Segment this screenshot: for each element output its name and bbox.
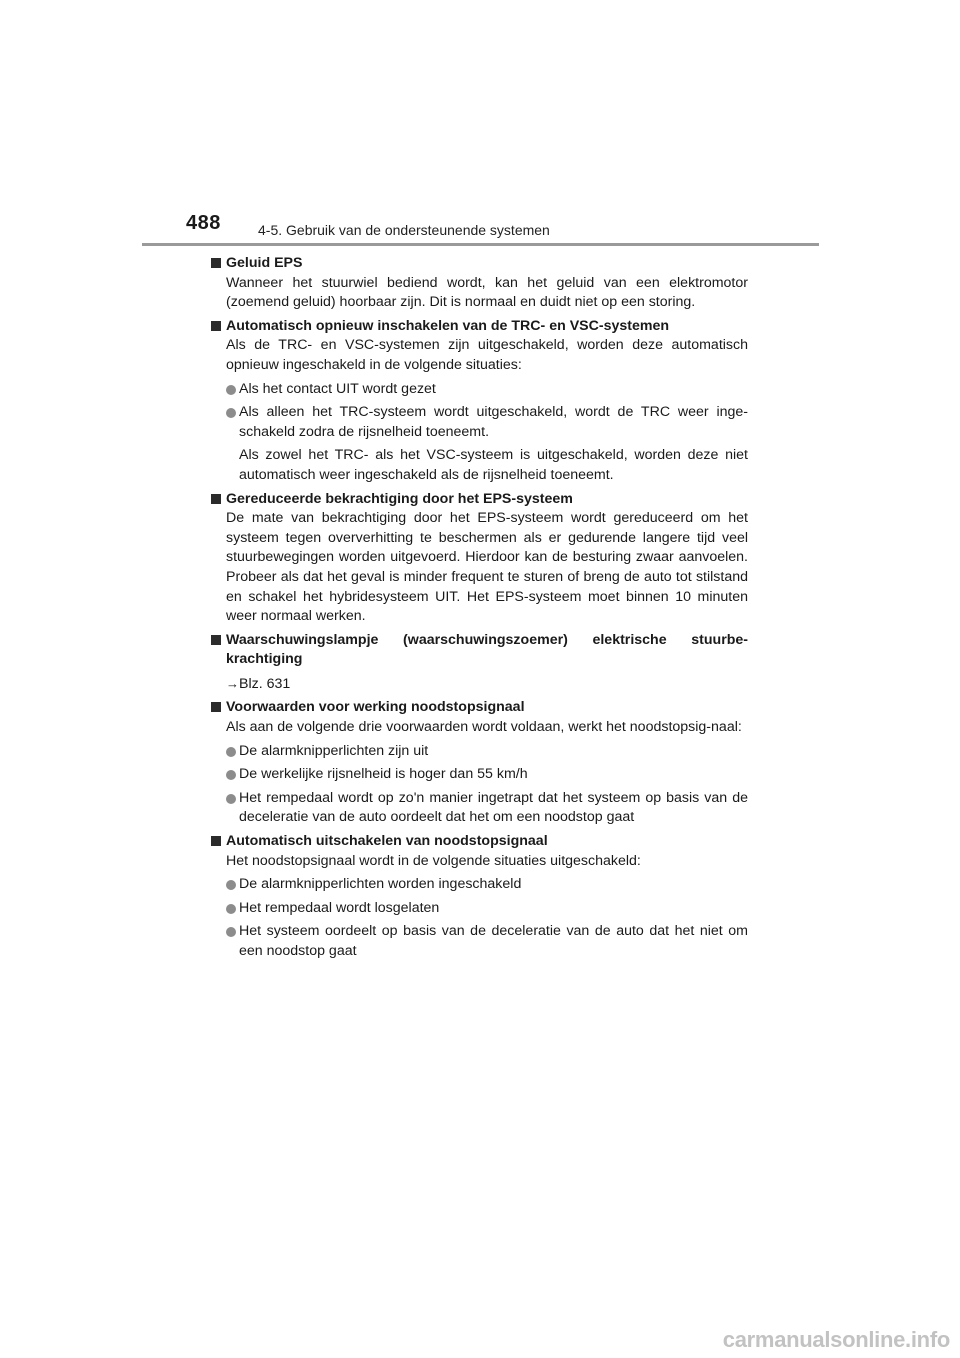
square-bullet-icon bbox=[211, 258, 221, 268]
list-item bbox=[210, 742, 748, 762]
list-item bbox=[210, 789, 748, 828]
section-heading-row bbox=[210, 832, 748, 852]
round-bullet-icon bbox=[226, 880, 236, 890]
list-item bbox=[210, 380, 748, 400]
round-bullet-icon bbox=[226, 794, 236, 804]
section-paragraph: Het noodstopsignaal wordt in de volgende situaties uitgeschakeld: bbox=[226, 852, 641, 869]
section-title: Automatisch opnieuw inschakelen van de TRC- en VSC-systemen bbox=[226, 317, 670, 334]
section-title: Gereduceerde bekrachtiging door het EPS-systeem bbox=[226, 490, 573, 507]
section-emergency-stop-conditions bbox=[210, 698, 748, 828]
page-content bbox=[210, 254, 748, 966]
page-reference-text[interactable]: Blz. 631 bbox=[239, 675, 291, 692]
square-bullet-icon bbox=[211, 494, 221, 504]
section-geluid-eps bbox=[210, 254, 748, 313]
section-reduced-eps-assist bbox=[210, 490, 748, 627]
section-title: Geluid EPS bbox=[226, 255, 303, 271]
section-title: Automatisch uitschakelen van noodstopsignaal bbox=[226, 833, 548, 850]
round-bullet-icon bbox=[226, 927, 236, 937]
round-bullet-icon bbox=[226, 385, 236, 395]
arrow-right-icon: → bbox=[226, 675, 239, 691]
square-bullet-icon bbox=[211, 836, 221, 846]
section-trc-vsc-reactivation bbox=[210, 317, 748, 486]
round-bullet-icon bbox=[226, 904, 236, 914]
section-heading-row bbox=[210, 317, 748, 337]
section-emergency-stop-deactivation bbox=[210, 832, 748, 962]
list-item-text: Als alleen het TRC-systeem wordt uitgeschakeld, wordt de TRC weer inge-schakeld zodra de rijsnelheid toeneemt. bbox=[239, 404, 748, 440]
section-heading-row bbox=[210, 698, 748, 718]
section-heading-row bbox=[210, 490, 748, 510]
site-watermark: carmanualsonline.info bbox=[722, 1327, 950, 1352]
section-paragraph: Als de TRC- en VSC-systemen zijn uitgeschakeld, worden deze automatisch opnieuw ingeschakeld in de volgende situaties: bbox=[226, 337, 748, 373]
list-item bbox=[210, 875, 748, 895]
chapter-title: 4-5. Gebruik van de ondersteunende systemen bbox=[258, 222, 550, 238]
list-item-text: De alarmknipperlichten zijn uit bbox=[239, 742, 429, 759]
round-bullet-icon bbox=[226, 408, 236, 418]
list-item-text: De alarmknipperlichten worden ingeschakeld bbox=[239, 876, 522, 893]
round-bullet-icon bbox=[226, 770, 236, 780]
list-item bbox=[210, 765, 748, 785]
list-item bbox=[210, 922, 748, 961]
section-paragraph: De mate van bekrachtiging door het EPS-systeem wordt gereduceerd om het systeem tegen oververhitting te beschermen als er gedurende langere tijd veel stuurbewegingen worden uitgevoerd. Hierdoor kan de besturing zwaar aanvoelen. Probeer als dat het geval is minder frequent te sturen of breng de auto tot stilstand en schakel het hybridesysteem UIT. Het EPS-systeem moet binnen 10 minuten weer normaal werken. bbox=[226, 510, 748, 625]
section-eps-warning-light bbox=[210, 631, 748, 695]
list-item-text: Het systeem oordeelt op basis van de deceleratie van de auto dat het niet om een noodstop gaat bbox=[239, 923, 748, 959]
section-heading-row bbox=[210, 631, 748, 670]
section-title: Waarschuwingslampje (waarschuwingszoemer) elektrische stuurbe-krachtiging bbox=[226, 631, 748, 668]
section-paragraph: Als aan de volgende drie voorwaarden wordt voldaan, werkt het noodstopsig-naal: bbox=[226, 719, 742, 736]
list-item-text: De werkelijke rijsnelheid is hoger dan 55 km/h bbox=[239, 766, 528, 783]
square-bullet-icon bbox=[211, 635, 221, 645]
section-heading-row bbox=[210, 254, 748, 274]
list-item-text: Als het contact UIT wordt gezet bbox=[239, 380, 436, 397]
round-bullet-icon bbox=[226, 747, 236, 757]
section-title: Voorwaarden voor werking noodstopsignaal bbox=[226, 699, 525, 716]
list-item bbox=[210, 899, 748, 919]
list-item-text: Het rempedaal wordt op zo'n manier ingetrapt dat het systeem op basis van de deceleratie van de auto oordeelt dat het om een noodstop gaat bbox=[239, 789, 748, 826]
section-paragraph: Wanneer het stuurwiel bediend wordt, kan het geluid van een elektromotor (zoemend geluid) hoorbaar zijn. Dit is normaal en duidt niet op een storing. bbox=[226, 274, 748, 311]
square-bullet-icon bbox=[211, 321, 221, 331]
list-item-note: Als zowel het TRC- als het VSC-systeem is uitgeschakeld, worden deze niet automatisch weer ingeschakeld als de rijsnelheid toeneemt. bbox=[239, 447, 748, 483]
page-reference[interactable] bbox=[210, 674, 748, 695]
list-item-text: Het rempedaal wordt losgelaten bbox=[239, 899, 440, 916]
square-bullet-icon bbox=[211, 702, 221, 712]
list-item bbox=[210, 403, 748, 442]
page-number: 488 bbox=[186, 212, 221, 234]
header-divider bbox=[142, 243, 819, 246]
